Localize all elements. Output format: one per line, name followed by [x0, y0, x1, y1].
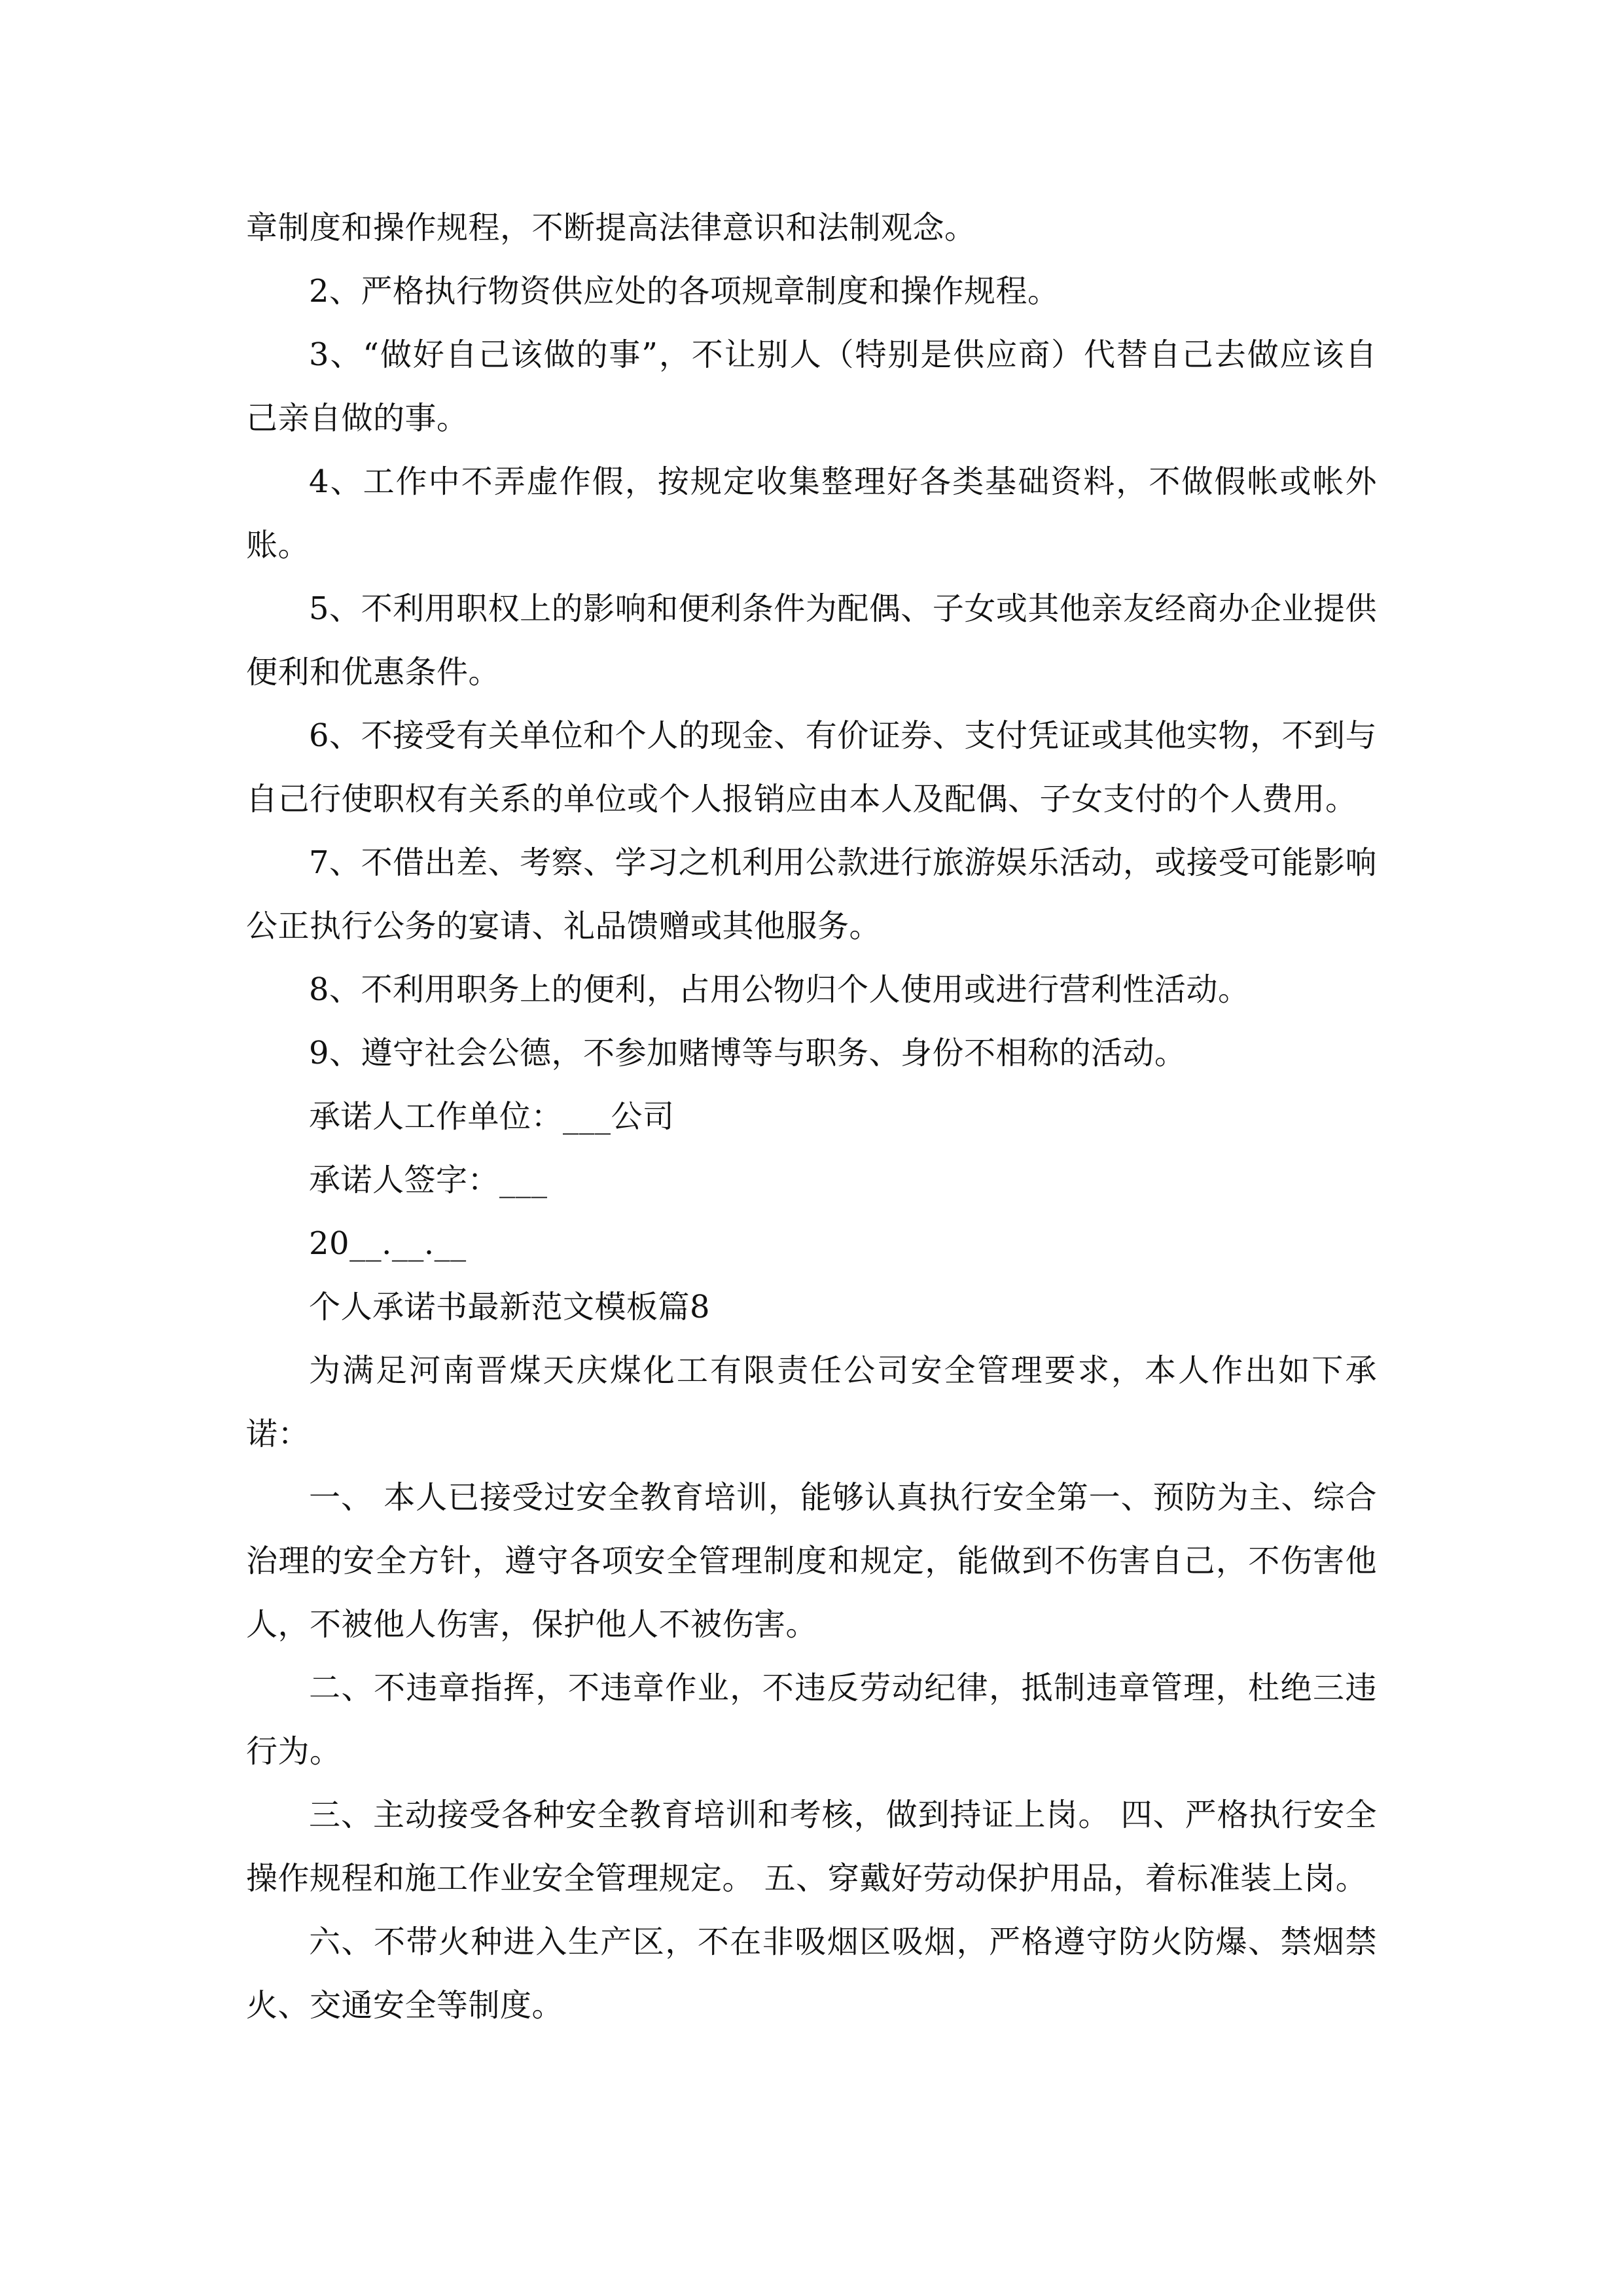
paragraph-item-7: 7、不借出差、考察、学习之机利用公款进行旅游娱乐活动，或接受可能影响公正执行公务的宴请、礼品馈赠或其他服务。 — [246, 844, 1377, 944]
paragraph-clause-6: 六、不带火种进入生产区，不在非吸烟区吸烟，严格遵守防火防爆、禁烟禁火、交通安全等制度。 — [246, 1924, 1377, 2024]
paragraph-clause-1: 一、 本人已接受过安全教育培训，能够认真执行安全第一、预防为主、综合治理的安全方针，遵守各项安全管理制度和规定，能做到不伤害自己，不伤害他人，不被他人伤害，保护他人不被伤害。 — [246, 1479, 1377, 1643]
paragraph-intro: 为满足河南晋煤天庆煤化工有限责任公司安全管理要求，本人作出如下承诺： — [246, 1352, 1377, 1452]
paragraph-continued: 章制度和操作规程，不断提高法律意识和法制观念。 — [246, 209, 976, 246]
document-body — [246, 196, 1377, 2037]
paragraph-item-2: 2、严格执行物资供应处的各项规章制度和操作规程。 — [309, 273, 1060, 310]
paragraph-item-4: 4、工作中不弄虚作假，按规定收集整理好各类基础资料，不做假帐或帐外账。 — [246, 463, 1377, 564]
paragraph-item-6: 6、不接受有关单位和个人的现金、有价证券、支付凭证或其他实物，不到与自己行使职权有关系的单位或个人报销应由本人及配偶、子女支付的个人费用。 — [246, 717, 1377, 817]
section-heading: 个人承诺书最新范文模板篇8 — [309, 1289, 711, 1325]
promisor-signature: 承诺人签字：___ — [309, 1162, 548, 1198]
date-line: 20__.__.__ — [309, 1225, 467, 1262]
paragraph-item-3: 3、“做好自己该做的事”，不让别人（特别是供应商）代替自己去做应该自己亲自做的事。 — [246, 336, 1377, 437]
paragraph-item-5: 5、不利用职权上的影响和便利条件为配偶、子女或其他亲友经商办企业提供便利和优惠条件。 — [246, 590, 1377, 691]
paragraph-item-8: 8、不利用职务上的便利，占用公物归个人使用或进行营利性活动。 — [309, 971, 1250, 1008]
paragraph-clause-3-5: 三、主动接受各种安全教育培训和考核，做到持证上岗。 四、严格执行安全操作规程和施工作业安全管理规定。 五、穿戴好劳动保护用品，着标准装上岗。 — [246, 1797, 1377, 1897]
paragraph-clause-2: 二、不违章指挥，不违章作业，不违反劳动纪律，抵制违章管理，杜绝三违行为。 — [246, 1670, 1377, 1770]
paragraph-item-9: 9、遵守社会公德，不参加赌博等与职务、身份不相称的活动。 — [309, 1035, 1186, 1071]
promisor-work-unit: 承诺人工作单位：___公司 — [309, 1098, 675, 1135]
